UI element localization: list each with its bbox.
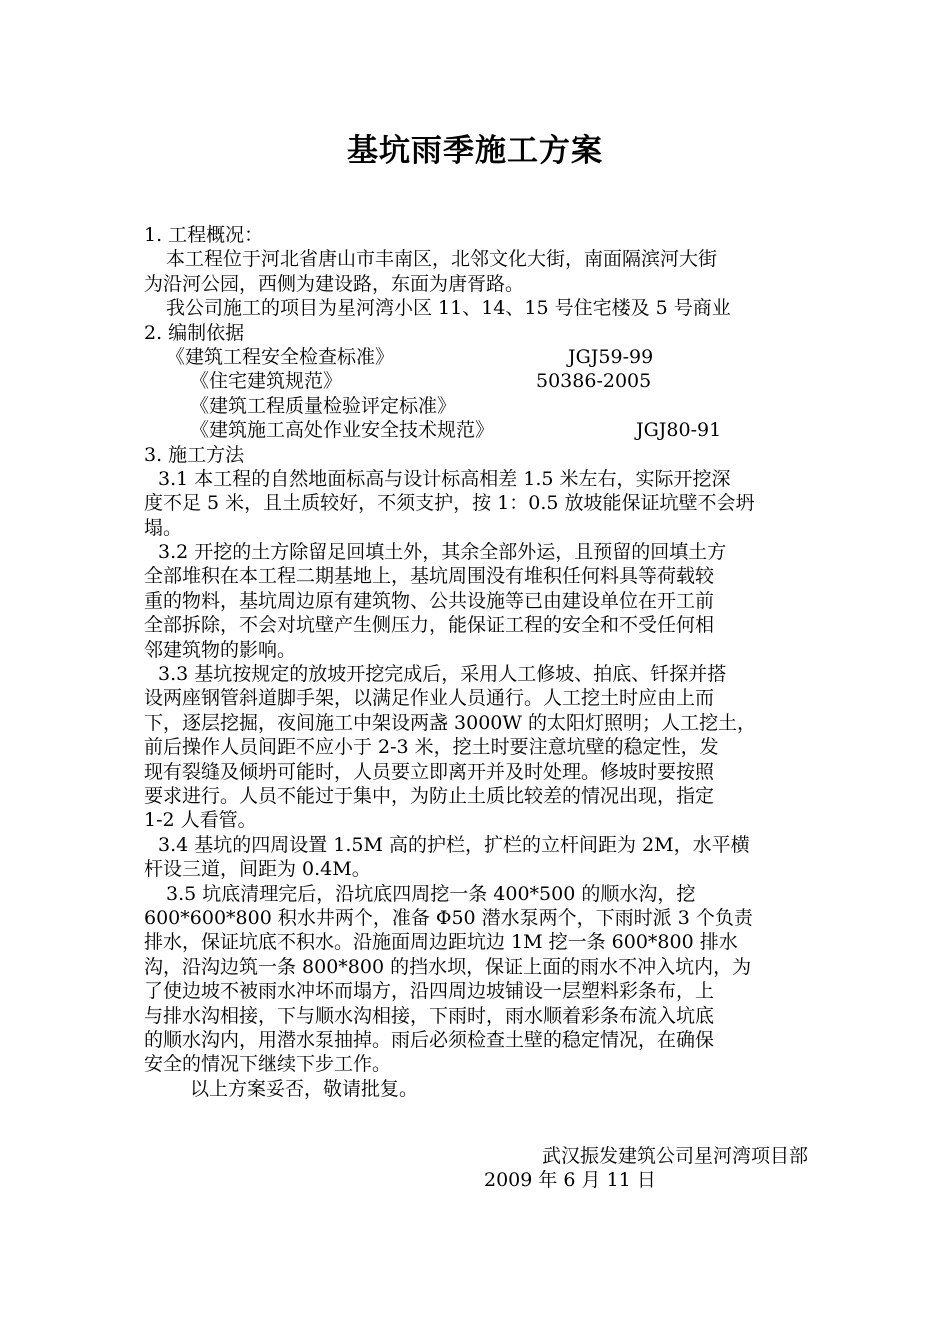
s1-paragraph-line: 我公司施工的项目为星河湾小区 11、14、15 号住宅楼及 5 号商业 <box>166 297 731 320</box>
document-body <box>144 223 808 1101</box>
document-title: 基坑雨季施工方案 <box>347 133 603 169</box>
reference-name: 《建筑施工高处作业安全技术规范》 <box>190 419 495 442</box>
reference-name: 《住宅建筑规范》 <box>190 370 343 393</box>
paragraph-3-2-line: 全部堆积在本工程二期基地上，基坑周围没有堆积任何料具等荷载较 <box>144 565 715 588</box>
reference-item <box>144 418 808 442</box>
paragraph-3-5-line: 的顺水沟内，用潜水泵抽掉。雨后必须检查土壁的稳定情况，在确保 <box>144 1028 715 1051</box>
section-1-heading: 1. 工程概况： <box>144 224 264 246</box>
paragraph-3-4-line: 杆设三道，间距为 0.4M。 <box>144 858 371 881</box>
paragraph-3-1-line: 3.1 本工程的自然地面标高与设计标高相差 1.5 米左右，实际开挖深 <box>158 467 731 490</box>
paragraph-3-5-line: 与排水沟相接，下与顺水沟相接，下雨时，雨水顺着彩条布流入坑底 <box>144 1004 715 1027</box>
section-2-heading: 2. 编制依据 <box>144 321 245 344</box>
reference-code: 50386-2005 <box>536 370 652 393</box>
paragraph-3-2-line: 3.2 开挖的土方除留足回填土外，其余全部外运，且预留的回填土方 <box>158 541 727 564</box>
paragraph-3-3-line: 设两座钢管斜道脚手架，以满足作业人员通行。人工挖土时应由上而 <box>144 687 715 710</box>
paragraph-3-4-line: 3.4 基坑的四周设置 1.5M 高的护栏，扩栏的立杆间距为 2M，水平横 <box>158 833 750 856</box>
s1-paragraph-line: 本工程位于河北省唐山市丰南区，北邻文化大街，南面隔滨河大街 <box>166 248 718 271</box>
reference-item <box>144 394 808 418</box>
reference-code: JGJ80-91 <box>636 419 722 442</box>
paragraph-3-1-line: 塌。 <box>144 516 183 539</box>
paragraph-3-5-line: 了使边坡不被雨水冲坏而塌方，沿四周边坡铺设一层塑料彩条布，上 <box>144 980 715 1003</box>
reference-name: 《建筑工程安全检查标准》 <box>166 345 395 368</box>
s1-paragraph-line: 为沿河公园，西侧为建设路，东面为唐胥路。 <box>144 272 525 295</box>
paragraph-3-2-line: 重的物料，基坑周边原有建筑物、公共设施等已由建设单位在开工前 <box>144 589 715 612</box>
paragraph-3-3-line: 1-2 人看管。 <box>144 809 257 832</box>
paragraph-3-3-line: 3.3 基坑按规定的放坡开挖完成后，采用人工修坡、拍底、钎探并搭 <box>158 663 727 686</box>
paragraph-3-2-line: 全部拆除，不会对坑壁产生侧压力，能保证工程的安全和不受任何相 <box>144 614 715 637</box>
paragraph-3-1-line: 度不足 5 米，且土质较好，不须支护，按 1：0.5 放坡能保证坑壁不会坍 <box>144 492 755 515</box>
closing-line: 以上方案妥否，敬请批复。 <box>190 1077 419 1100</box>
paragraph-3-3-line: 现有裂缝及倾坍可能时，人员要立即离开并及时处理。修坡时要按照 <box>144 760 715 783</box>
reference-code: JGJ59-99 <box>568 345 654 368</box>
paragraph-3-5-line: 沟，沿沟边筑一条 800*800 的挡水坝，保证上面的雨水不冲入坑内，为 <box>144 955 752 978</box>
paragraph-3-5-line: 3.5 坑底清理完后，沿坑底四周挖一条 400*500 的顺水沟，挖 <box>166 882 696 905</box>
paragraph-3-2-line: 邻建筑物的影响。 <box>144 638 297 661</box>
paragraph-3-5-line: 安全的情况下继续下步工作。 <box>144 1053 392 1076</box>
reference-item <box>144 369 808 393</box>
reference-name: 《建筑工程质量检验评定标准》 <box>190 394 457 417</box>
paragraph-3-3-line: 下，逐层挖掘，夜间施工中架设两盏 3000W 的太阳灯照明；人工挖土， <box>144 711 756 734</box>
signature-date: 2009 年 6 月 11 日 <box>484 1169 656 1191</box>
reference-item <box>144 345 808 369</box>
signature-org: 武汉振发建筑公司星河湾项目部 <box>541 1145 808 1167</box>
paragraph-3-5-line: 排水，保证坑底不积水。沿施面周边距坑边 1M 挖一条 600*800 排水 <box>144 931 738 954</box>
paragraph-3-3-line: 前后操作人员间距不应小于 2-3 米，挖土时要注意坑壁的稳定性，发 <box>144 736 719 759</box>
paragraph-3-3-line: 要求进行。人员不能过于集中，为防止土质比较差的情况出现，指定 <box>144 784 715 807</box>
section-3-heading: 3. 施工方法 <box>144 443 245 466</box>
paragraph-3-5-line: 600*600*800 积水井两个，准备 Φ50 潜水泵两个，下雨时派 3 个负责 <box>144 906 753 929</box>
